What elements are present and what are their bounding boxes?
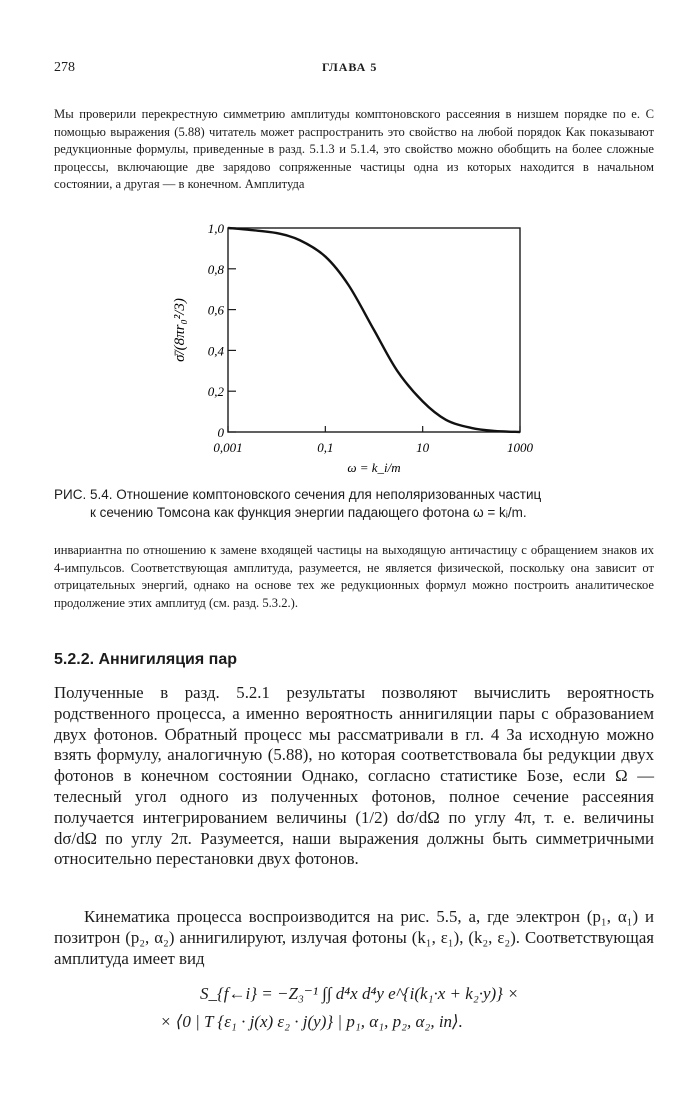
- x-tick-label: 10: [416, 440, 430, 455]
- chapter-title: ГЛАВА 5: [322, 60, 378, 74]
- after-figure-paragraph: инвариантна по отношению к замене входящей частицы на выходящую античастицу с обращением знаков их 4-импульсов. Соответствующая амплитуда, разумеется, не является физической, поскольку она зависит от отрицательных энергий, однако на основе тех же редукционных формул можно построить аналитическое продолжение этих амплитуд (см. разд. 5.3.2.).: [54, 543, 654, 610]
- y-tick-label: 0,8: [207, 261, 224, 277]
- body-paragraph-2: Кинематика процесса воспроизводится на рис. 5.5, а, где электрон (p₁, α₁) и позитрон (p₂, α₂) аннигилируют, излучая фотоны (k₁, ε₁), (k₂, ε₂). Соответствующая амплитуда имеет вид: [54, 907, 654, 968]
- running-head: [54, 60, 654, 80]
- x-tick-label: 0,1: [317, 440, 334, 455]
- x-axis-label: ω = k_i/m: [347, 460, 401, 475]
- y-tick-label: 0,6: [207, 302, 224, 318]
- figure-5-4: [150, 210, 550, 480]
- series-line: [228, 228, 520, 432]
- compton-cross-section-chart: [150, 210, 550, 480]
- formula-line-1: S_{f←i} = −Z₃⁻¹ ∫∫ d⁴x d⁴y e^{i(k₁·x + k₂·y)} ×: [200, 984, 519, 1003]
- y-tick-label: 1,0: [207, 221, 224, 236]
- caption-line1: Отношение комптоновского сечения для неполяризованных частиц: [116, 487, 542, 502]
- y-tick-label: 0: [217, 425, 224, 440]
- x-tick-label: 1000: [507, 440, 533, 455]
- caption-label: РИС. 5.4.: [54, 487, 113, 502]
- y-tick-label: 0,4: [207, 343, 224, 359]
- intro-paragraph: Мы проверили перекрестную симметрию амплитуды комптоновского рассеяния в низшем порядке по e. С помощью выражения (5.88) читатель может распространить это свойство на любой порядок Как показывают редукционные формулы, приведенные в разд. 5.1.3 и 5.1.4, это свойство можно обобщить на более сложные процессы, включающие две зарядово сопряженные частицы одна из которых находится в начальном состоянии, а другая — в конечном. Амплитуда: [54, 107, 654, 191]
- formula-line-2: × ⟨0 | T {ε₁ · j(x) ε₂ · j(y)} | p₁, α₁, p₂, α₂, in⟩.: [160, 1012, 463, 1031]
- page-number: 278: [54, 60, 75, 75]
- y-axis-label: σ̄/(8πr₀²/3): [172, 298, 188, 362]
- y-tick-label: 0,2: [207, 384, 224, 400]
- amplitude-formula: [160, 980, 620, 1036]
- x-tick-label: 0,001: [213, 440, 243, 455]
- section-title-text: Аннигиляция пар: [98, 651, 237, 668]
- section-heading: [54, 651, 237, 669]
- body-paragraph-1: Полученные в разд. 5.2.1 результаты позволяют вычислить вероятность родственного процесса, а именно вероятность аннигиляции пары с образованием двух фотонов. Обратный процесс мы рассматривали в гл. 4 За исходную можно взять формулу, аналогичную (5.88), но которая соответствовала бы редукции двух фотонов в конечном состоянии Однако, согласно статистике Бозе, если Ω — телесный угол одного из полученных фотонов, полное сечение рассеяния получается интегрированием величины (1/2) dσ/dΩ по углу 4π, т. е. величины dσ/dΩ по углу 2π. Разумеется, наши выражения должны быть симметричными относительно перестановки двух фотонов.: [54, 683, 654, 869]
- section-number: 5.2.2.: [54, 651, 95, 668]
- figure-caption: [54, 486, 654, 522]
- caption-line2: к сечению Томсона как функция энергии падающего фотона ω = kᵢ/m.: [90, 505, 527, 520]
- y-axis-ticks: [208, 221, 236, 440]
